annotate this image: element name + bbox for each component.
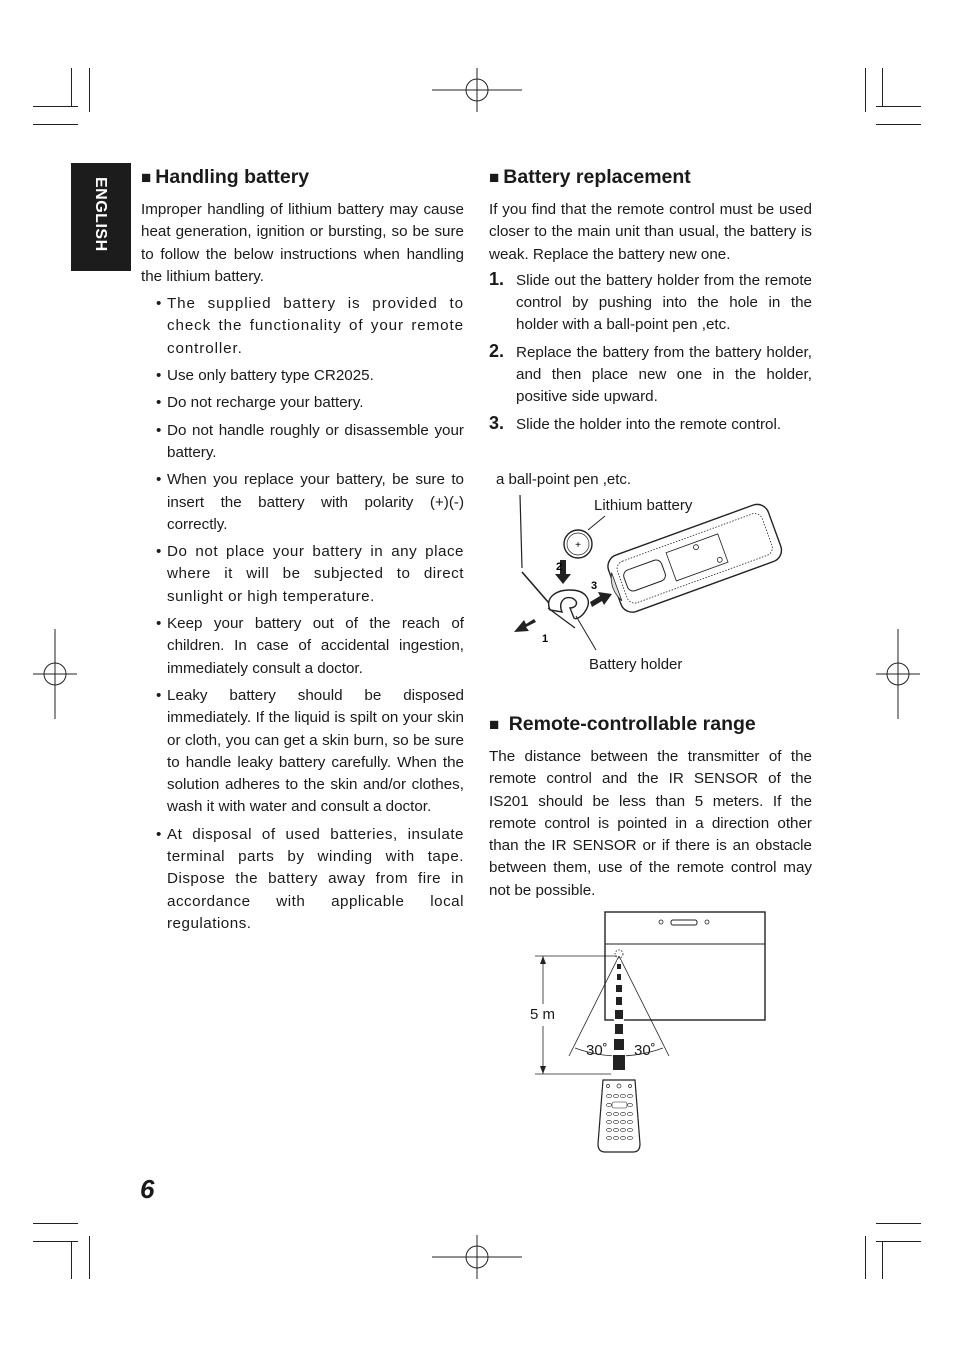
angle-right-label: 30˚	[634, 1042, 656, 1059]
battery-replacement-illustration	[500, 490, 790, 655]
heading-square-icon: ■	[489, 168, 500, 187]
list-item: • Keep your battery out of the reach of children. In case of accidental ingestion, immediately consult a doctor.	[156, 615, 464, 677]
handling-battery-section	[141, 164, 464, 940]
heading-square-icon: ■	[141, 168, 152, 187]
remote-range-section	[489, 711, 812, 902]
battery-holder-label: Battery holder	[589, 656, 683, 673]
remote-range-text: The distance between the transmitter of the remote control and the IR SENSOR of the IS201 should be less than 5 meters. If the remote control is pointed in a direction other than the IR SENSOR or if there is an obstacle between them, use of the remote control may not be possible.	[489, 748, 812, 899]
battery-replacement-heading: ■ Battery replacement	[489, 166, 691, 188]
remote-control-icon	[598, 1080, 640, 1152]
step-1-label: 1	[542, 633, 549, 645]
handling-battery-heading: ■ Handling battery	[141, 166, 310, 188]
step-item: 3. Slide the holder into the remote control.	[489, 412, 782, 433]
step-3-label: 3	[591, 580, 598, 592]
handling-battery-intro: Improper handling of lithium battery may cause heat generation, ignition or bursting, so be sure to follow the below instructions when handling the lithium battery.	[141, 201, 464, 285]
registration-mark-top	[432, 68, 522, 112]
step-item: 2. Replace the battery from the battery holder, and then place new one in the holder, positive side upward.	[489, 340, 812, 406]
list-item: • Do not handle roughly or disassemble your battery.	[156, 421, 464, 461]
list-item: • Do not place your battery in any place where it will be subjected to direct sunlight or high temperature.	[156, 543, 464, 605]
list-item: • The supplied battery is provided to check the functionality of your remote controller.	[156, 295, 464, 357]
registration-mark-left	[33, 629, 77, 719]
battery-replacement-section	[489, 164, 812, 441]
page-number: 6	[140, 1174, 155, 1204]
language-tab-label: ENGLISH	[92, 177, 109, 252]
arrow-right-icon	[590, 592, 612, 607]
list-item: • Leaky battery should be disposed immediately. If the liquid is spilt on your skin or cloth, you can get a skin burn, so be sure to handle leaky battery carefully. When the solution adheres to the skin and/or clothes, wash it with water and consult a doctor.	[156, 686, 464, 816]
arrow-left-icon	[514, 619, 536, 632]
angle-left-label: 30˚	[586, 1042, 608, 1059]
step-item: 1. Slide out the battery holder from the remote control by pushing into the hole in the holder with a ball-point pen ,etc.	[489, 268, 812, 334]
heading-square-icon: ■	[489, 715, 500, 734]
handling-battery-list	[141, 293, 464, 935]
registration-mark-bottom	[432, 1235, 522, 1279]
range-illustration	[535, 908, 775, 1158]
battery-plus-sign: +	[575, 540, 581, 551]
language-tab	[71, 163, 131, 271]
registration-mark-right	[876, 629, 920, 719]
remote-range-heading: ■ Remote-controllable range	[489, 713, 756, 735]
list-item: • When you replace your battery, be sure to insert the battery with polarity (+)(-) correctly.	[156, 471, 464, 533]
list-item: • At disposal of used batteries, insulate terminal parts by winding with tape. Dispose the battery away from fire in accordance with applicable local regulations.	[156, 825, 464, 932]
list-item: • Do not recharge your battery.	[156, 394, 364, 412]
list-item: • Use only battery type CR2025.	[156, 367, 374, 385]
pen-label: a ball-point pen ,etc.	[496, 471, 632, 488]
lithium-battery-label: Lithium battery	[594, 497, 693, 514]
battery-replacement-steps	[489, 270, 812, 436]
step-2-label: 2	[556, 561, 563, 573]
distance-label: 5 m	[530, 1006, 556, 1023]
battery-replacement-intro: If you find that the remote control must be used closer to the main unit than usual, the battery is weak. Replace the battery new one.	[489, 201, 812, 263]
